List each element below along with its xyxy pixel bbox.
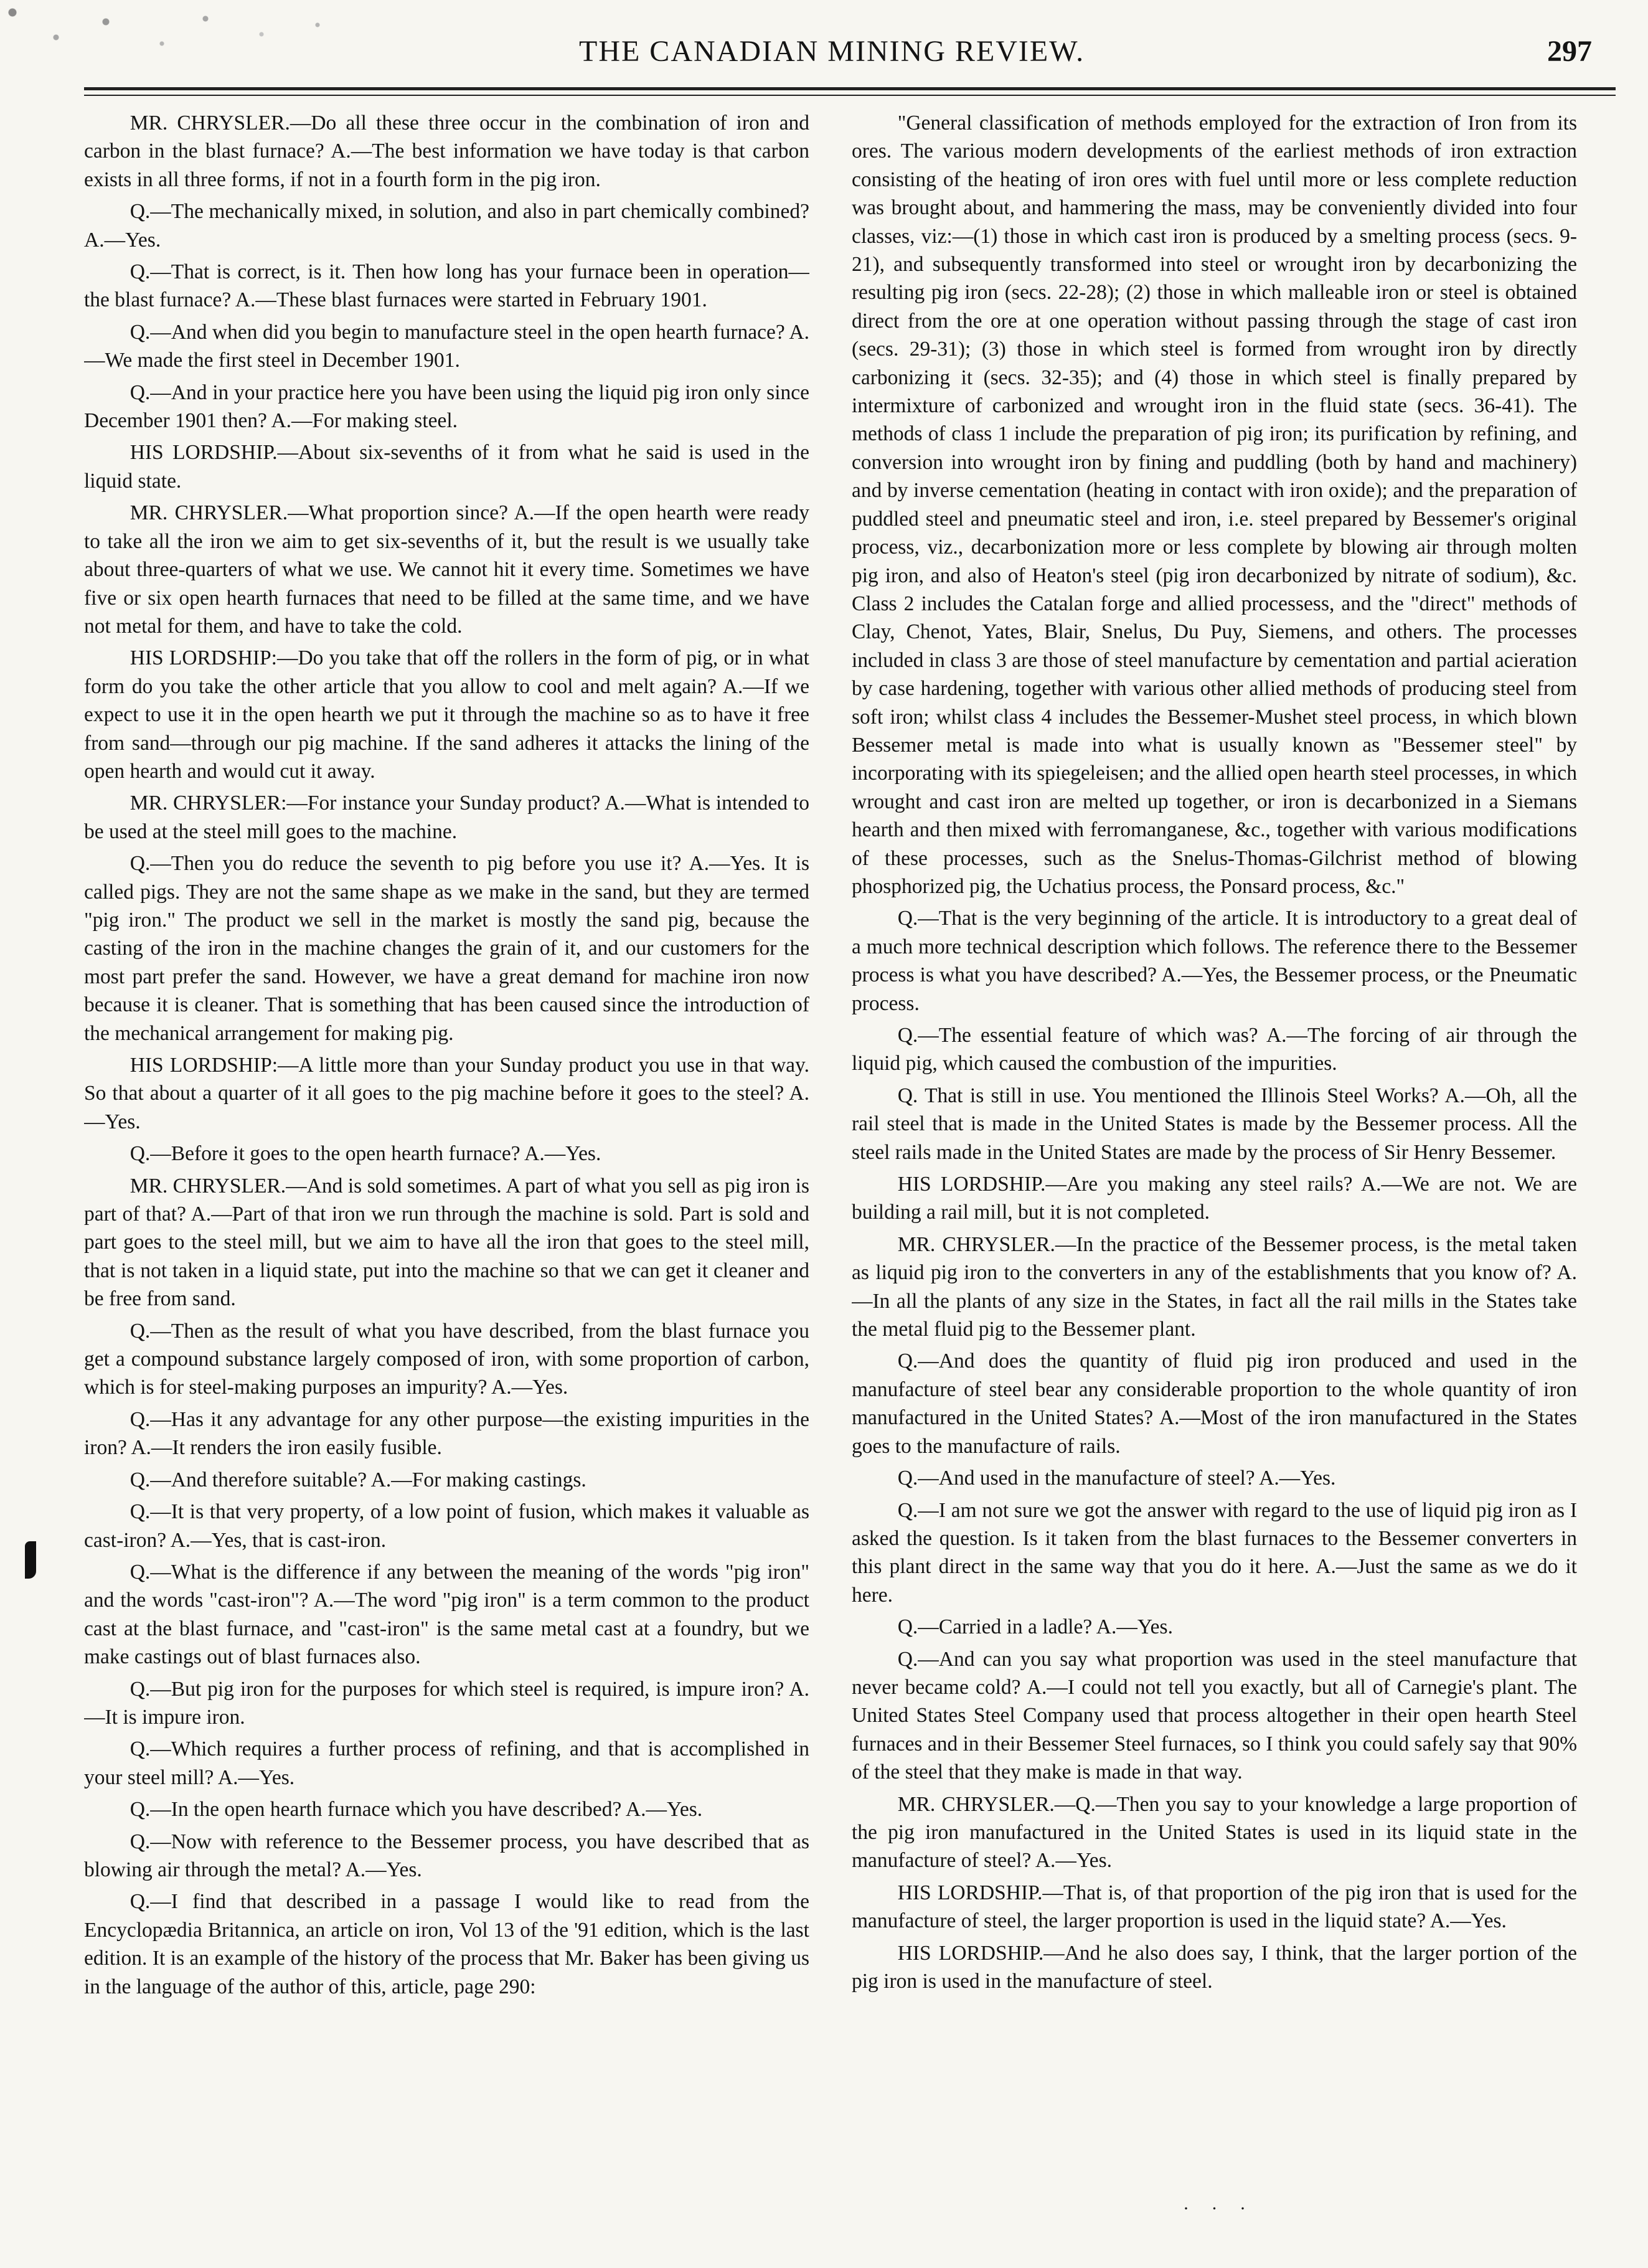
paragraph: HIS LORDSHIP.—That is, of that proportion of the pig iron that is used for the manufacture of steel, the larger proportion is used in the liquid state? A.—Yes. bbox=[852, 1881, 1577, 1933]
paragraph: Q.—That is correct, is it. Then how long has your furnace been in operation—the blast furnace? A.—These blast furnaces were started in February 1901. bbox=[84, 260, 809, 312]
paragraph: Q.—And can you say what proportion was used in the steel manufacture that never became cold? A.—I could not tell you exactly, but all of Carnegie's plant. The United States Steel Company used that process altogether in their open hearth Steel furnaces and in their Bessemer Steel furnaces, so I think you could safely say that 90% of the steel that they make is made in that way. bbox=[852, 1647, 1577, 1784]
paragraph: Q.—And when did you begin to manufacture steel in the open hearth furnace? A.—We made the first steel in December 1901. bbox=[84, 320, 809, 372]
paragraph: Q.—I am not sure we got the answer with regard to the use of liquid pig iron as I asked the question. Is it taken from the blast furnaces to the Bessemer converters in this plant direct in the same way that you do it here. A.—Just the same as we do it here. bbox=[852, 1498, 1577, 1607]
paragraph: Q.—And in your practice here you have been using the liquid pig iron only since December 1901 then? A.—For making steel. bbox=[84, 380, 809, 433]
paragraph: Q.—It is that very property, of a low point of fusion, which makes it valuable as cast-iron? A.—Yes, that is cast-iron. bbox=[84, 1500, 809, 1552]
paragraph: Q.—Then you do reduce the seventh to pig before you use it? A.—Yes. It is called pigs. They are not the same shape as we make in the sand, but they are termed "pig iron." The product we sell in the market is mostly the sand pig, because the casting of the iron in the machine changes the grain of it, and our customers for the most part prefer the sand. However, we have a great demand for machine iron now because it is cleaner. That is something that has been caused since the introduction of the mechanical arrangement for making pig. bbox=[84, 852, 809, 1045]
paragraph: Q.—In the open hearth furnace which you have described? A.—Yes. bbox=[129, 1798, 703, 1821]
paragraph: MR. CHRYSLER.—Do all these three occur in the combination of iron and carbon in the blast furnace? A.—The best information we have today is that carbon exists in all three forms, if not in a fourth form in the pig iron. bbox=[84, 111, 809, 191]
paragraph: MR. CHRYSLER.—In the practice of the Bessemer process, is the metal taken as liquid pig iron to the converters in any of the establishments that you know of? A.—In all the plants of any size in the States, in fact all the rail mills in the States take the metal fluid pig to the Bessemer plant. bbox=[852, 1232, 1577, 1341]
margin-ink-mark bbox=[25, 1541, 36, 1579]
paragraph: Q.—Has it any advantage for any other purpose—the existing impurities in the iron? A.—It renders the iron easily fusible. bbox=[84, 1407, 809, 1460]
paragraph: MR. CHRYSLER.—And is sold sometimes. A part of what you sell as pig iron is part of that? A.—Part of that iron we run through the machine is sold. Part is sold and part goes to the steel mill, but we aim to have all the iron that goes to the steel mill, that is not taken in a liquid state, put into the machine so that we can get it cleaner and be free from sand. bbox=[84, 1174, 809, 1311]
paragraph: Q. That is still in use. You mentioned the Illinois Steel Works? A.—Oh, all the rail steel that is made in the United States is made by the Bessemer process. All the steel rails made in the United States are made by the process of Sir Henry Bessemer. bbox=[852, 1084, 1577, 1164]
journal-title: THE CANADIAN MINING REVIEW. bbox=[579, 35, 1085, 68]
page-header bbox=[0, 0, 1648, 81]
paragraph: HIS LORDSHIP:—Do you take that off the rollers in the form of pig, or in what form do you take the other article that you allow to cool and melt again? A.—If we expect to use it in the open hearth we put it through the machine so as to have it free from sand—through our pig machine. If the sand adheres it attacks the lining of the open hearth and would cut it away. bbox=[84, 646, 809, 783]
paragraph: Q.—Before it goes to the open hearth furnace? A.—Yes. bbox=[129, 1142, 601, 1166]
paragraph: Q.—And used in the manufacture of steel? A.—Yes. bbox=[897, 1467, 1336, 1490]
header-rule bbox=[84, 87, 1616, 90]
paragraph: Q.—Then as the result of what you have described, from the blast furnace you get a compound substance largely composed of iron, with some proportion of carbon, which is for steel-making purposes an impurity? A.—Yes. bbox=[84, 1319, 809, 1399]
header-rule-thin bbox=[84, 95, 1616, 96]
paragraph: Q.—And therefore suitable? A.—For making castings. bbox=[129, 1468, 586, 1491]
paragraph: Q.—The mechanically mixed, in solution, and also in part chemically combined? A.—Yes. bbox=[84, 200, 809, 252]
paragraph: Q.—Now with reference to the Bessemer process, you have described that as blowing air through the metal? A.—Yes. bbox=[84, 1830, 809, 1881]
paragraph: Q.—What is the difference if any between the meaning of the words "pig iron" and the words "cast-iron"? A.—The word "pig iron" is a term common to the product cast at the blast furnace, and "cast-iron" is the same metal cast at a foundry, but we make castings out of blast furnaces also. bbox=[84, 1560, 809, 1669]
paragraph: "General classification of methods employed for the extraction of Iron from its ores. The various modern developments of the earliest methods of iron extraction consisting of the heating of iron ores with fuel until more or less complete reduction was brought about, and hammering the mass, may be conveniently divided into four classes, viz:—(1) those in which cast iron is produced by a smelting process (secs. 9-21), and subsequently transformed into steel or wrought iron by decarbonizing the resulting pig iron (secs. 22-28); (2) those in which malleable iron or steel is obtained direct from the ore at one operation without passing through the stage of cast iron (secs. 29-31); (3) those in which steel is formed from wrought iron by directly carbonizing it (secs. 32-35); and (4) those in which steel is finally prepared by intermixture of carbonized and wrought iron in the fluid state (secs. 36-41). The methods of class 1 include the preparation of pig iron; its purification by refining, and conversion into wrought iron by fining and puddling (both by hand and machinery) and by inverse cementation (heating in contact with iron oxide); and the preparation of puddled steel and pneumatic steel and iron, i.e. steel prepared by Bessemer's original process, viz., decarbonization more or less complete by blowing air through molten pig iron, and also of Heaton's steel (pig iron decarbonized by nitrate of sodium), &c. Class 2 includes the Catalan forge and allied processess, and the "direct" methods of Clay, Chenot, Yates, Blair, Snelus, Du Puy, Siemens, and others. The processes included in class 3 are those of steel manufacture by cementation and partial acieration by case hardening, together with various other allied methods of producing steel from soft iron; whilst class 4 includes the Bessemer-Mushet steel process, in which blown Bessemer metal is made into what is usually known as "Bessemer steel" by incorporating with its spiegeleisen; and the allied open hearth steel processes, in which wrought and cast iron are melted up together, or iron is decarbonized in a Siemans hearth and then mixed with ferromanganese, &c., together with various modifications of these processes, such as the Snelus-Thomas-Gilchrist method of blowing phosphorized pig, the Uchatius process, the Ponsard process, &c." bbox=[852, 111, 1577, 898]
paragraph: Q.—That is the very beginning of the article. It is introductory to a great deal of a much more technical description which follows. The reference there to the Bessemer process is what you have described? A.—Yes, the Bessemer process, or the Pneumatic process. bbox=[852, 907, 1577, 1015]
paragraph: MR. CHRYSLER.—What proportion since? A.—If the open hearth were ready to take all the iron we aim to get six-sevenths of it, but the result is we usually take about three-quarters of what we use. We cannot hit it every time. Sometimes we have five or six open hearth furnaces that need to be filled at the same time, and we have not metal for them, and have to take the cold. bbox=[84, 501, 809, 638]
footer-dots: · · · bbox=[1183, 2198, 1255, 2219]
left-column bbox=[84, 109, 809, 2226]
paragraph: HIS LORDSHIP.—And he also does say, I think, that the larger portion of the pig iron is used in the manufacture of steel. bbox=[852, 1941, 1577, 1993]
paragraph: MR. CHRYSLER.—Q.—Then you say to your knowledge a large proportion of the pig iron manufactured in the United States is used in its liquid state in the manufacture of steel? A.—Yes. bbox=[852, 1792, 1577, 1873]
paragraph: HIS LORDSHIP.—About six-sevenths of it from what he said is used in the liquid state. bbox=[84, 441, 809, 493]
paragraph: Q.—Which requires a further process of refining, and that is accomplished in your steel mill? A.—Yes. bbox=[84, 1737, 809, 1789]
paragraph: Q.—Carried in a ladle? A.—Yes. bbox=[897, 1615, 1173, 1639]
paragraph: Q.—The essential feature of which was? A.—The forcing of air through the liquid pig, which caused the combustion of the impurities. bbox=[852, 1024, 1577, 1075]
right-column bbox=[852, 109, 1577, 2226]
paragraph: Q.—I find that described in a passage I would like to read from the Encyclopædia Britannica, an article on iron, Vol 13 of the '91 edition, which is the last edition. It is an example of the history of the process that Mr. Baker has been giving us in the language of the author of this, article, page 290: bbox=[84, 1890, 809, 1998]
page-number: 297 bbox=[1547, 35, 1592, 68]
paragraph: MR. CHRYSLER:—For instance your Sunday product? A.—What is intended to be used at the steel mill goes to the machine. bbox=[84, 791, 809, 843]
paragraph: HIS LORDSHIP:—A little more than your Sunday product you use in that way. So that about a quarter of it all goes to the pig machine before it goes to the steel? A.—Yes. bbox=[84, 1054, 809, 1133]
paragraph: Q.—But pig iron for the purposes for which steel is required, is impure iron? A.—It is impure iron. bbox=[84, 1677, 809, 1729]
paragraph: Q.—And does the quantity of fluid pig iron produced and used in the manufacture of steel bear any considerable proportion to the whole quantity of iron manufactured in the United States? A.—Most of the iron manufactured in the States goes to the manufacture of rails. bbox=[852, 1349, 1577, 1458]
paragraph: HIS LORDSHIP.—Are you making any steel rails? A.—We are not. We are building a rail mill, but it is not completed. bbox=[852, 1173, 1577, 1224]
